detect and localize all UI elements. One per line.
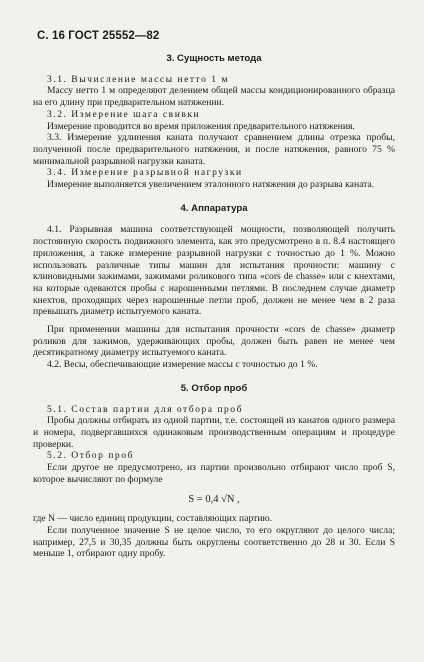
sample-size-formula: S = 0,4 √N ,	[188, 493, 240, 505]
paragraph-5-2-rounding: Если полученное значение S не целое число, то его округляют до целого числа; например, 27,5 и 30,35 должны быть округлены соответственно до 28 и 30. Если S меньше 1, отбирают одну пробу.	[33, 524, 395, 560]
subsection-heading-3-4: 3.4. Измерение разрывной нагрузки	[47, 167, 243, 179]
paragraph-3-3: 3.3. Измерение удлинения каната получают сравнением длины отрезка пробы, полученной после предварительного натяжения, и после натяжения, равного 75 % минимальной разрывной нагрузки каната.	[33, 132, 395, 167]
paragraph-5-2: Если другое не предусмотрено, из партии произвольно отбирают число проб S, которое вычисляют по формуле	[33, 462, 395, 485]
section-title-3: 3. Сущность метода	[166, 53, 262, 64]
paragraph-3-1: Массу нетто 1 м определяют делением общей массы кондиционированного образца на его длину при предварительном натяжении.	[33, 85, 395, 109]
paragraph-4-1: 4.1. Разрывная машина соответствующей мощности, позволяющей получить постоянную скорость подвижного элемента, как это предусмотрено в п. 8.4 настоящего приложения, а также измерение разрывной нагрузки с точностью до 1 %. Можно использовать различные типы машин для испытания прочности: машину с клиновидными зажимами, зажимами роликового типа «cors de chasse» или с кнехтами, на которые одеваются пробы с нарошенными петлями. В последнем случае диаметр кнехтов, проходящих через нарошенные петли проб, должен не менее чем в 2 раза превышать диаметр испытуемого каната.	[33, 224, 395, 318]
section-title-5: 5. Отбор проб	[180, 382, 248, 394]
paragraph-4-2: 4.2. Весы, обеспечивающие измерение массы с точностью до 1 %.	[47, 359, 318, 371]
document-body	[33, 53, 395, 560]
section-title-4: 4. Аппаратура	[180, 202, 248, 214]
paragraph-3-4: Измерение выполняется увеличением эталонного натяжения до разрыва каната.	[47, 179, 375, 191]
subsection-heading-3-2: 3.2. Измерение шага свивки	[47, 108, 201, 120]
subsection-heading-3-1: 3.1. Вычисление массы нетто 1 м	[47, 73, 230, 85]
subsection-heading-5-1: 5.1. Состав партии для отбора проб	[47, 403, 243, 415]
paragraph-3-2: Измерение проводится во время приложения предварительного натяжения.	[47, 120, 355, 132]
page-header: С. 16 ГОСТ 25552—82	[37, 30, 160, 42]
paragraph-4-1-cont: При применении машины для испытания прочности «cors de chasse» диаметр роликов для зажимов, удерживающих пробы, должен быть равен не менее чем десятикратному диаметру испытуемого каната.	[33, 324, 395, 359]
subsection-heading-5-2: 5.2. Отбор проб	[47, 450, 134, 462]
paragraph-5-1: Пробы должны отбирать из одной партии, т.е. состоящей из канатов одного размера и номера, подвергавшихся одинаковым производственным операциям и процедуре проверки.	[33, 415, 395, 450]
formula-explanation: где N — число единиц продукции, составляющих партию.	[33, 513, 273, 525]
